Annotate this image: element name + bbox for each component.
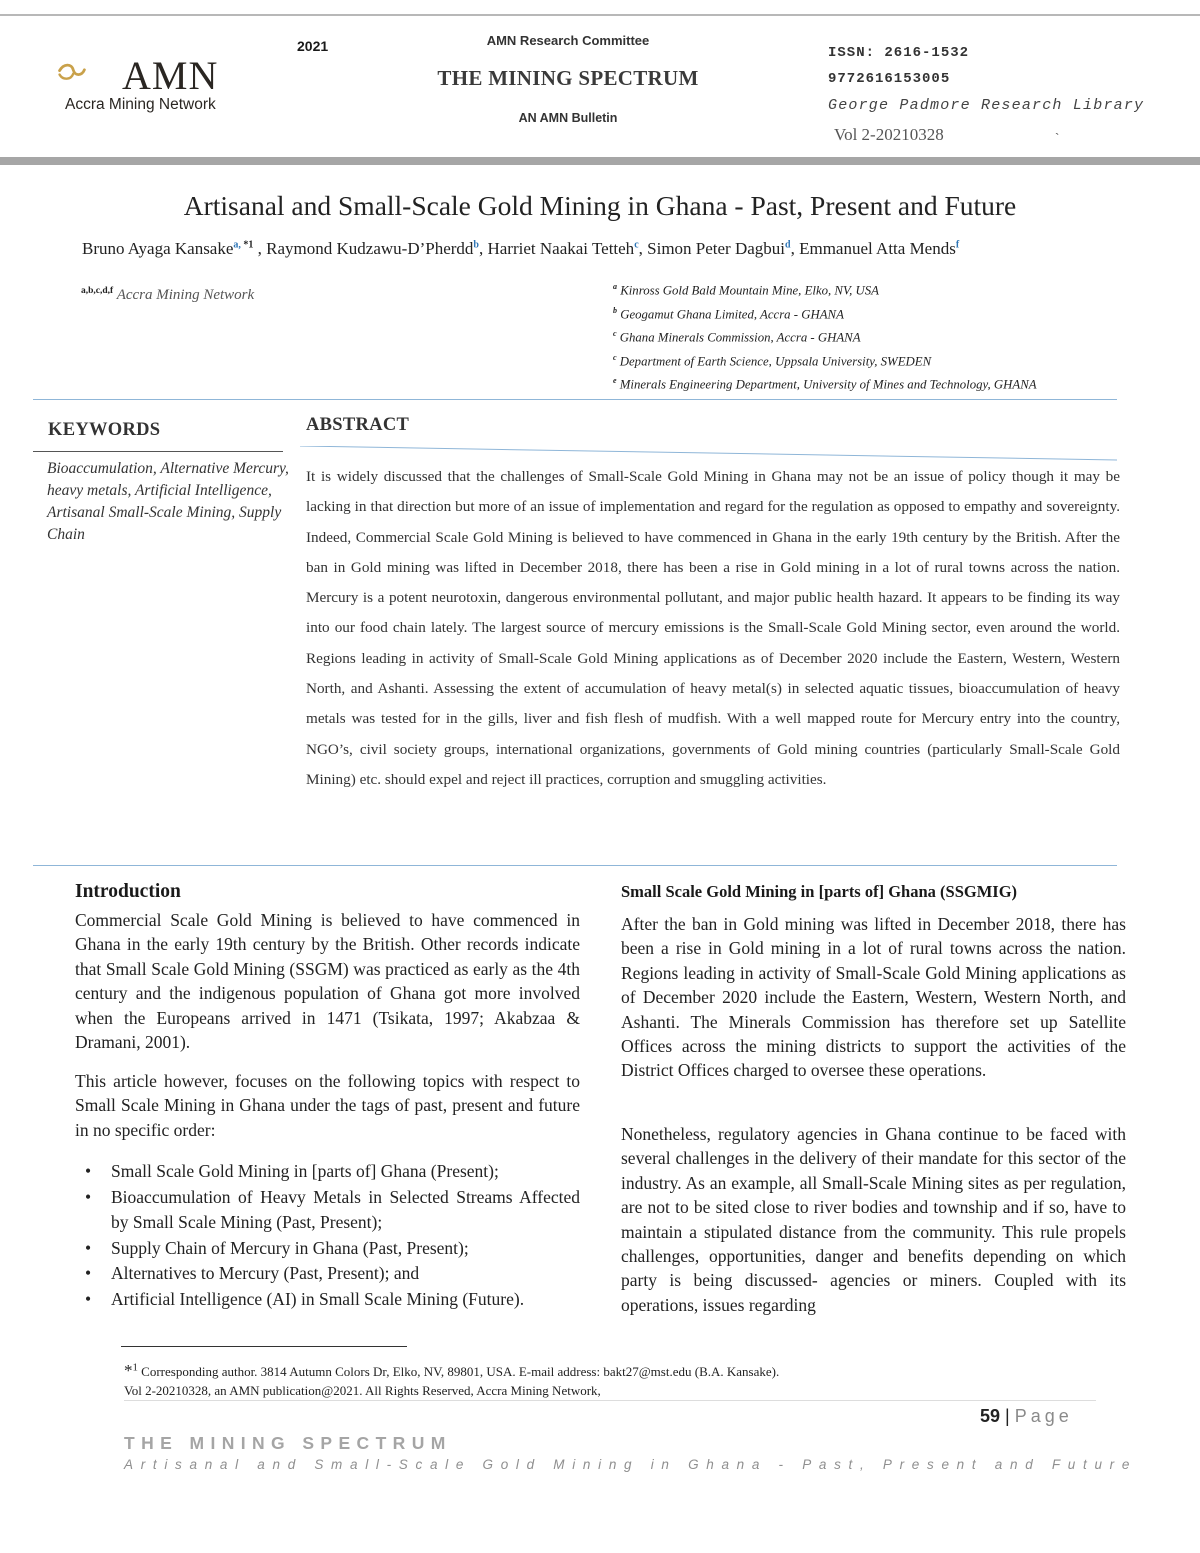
introduction-heading: Introduction: [75, 881, 181, 902]
author-name: Simon Peter Dagbui: [647, 239, 786, 258]
list-item: [75, 1185, 580, 1236]
logo-wordmark: AMN: [122, 53, 219, 98]
page-rule: [124, 1400, 1096, 1401]
footnote-rule: [121, 1346, 407, 1347]
affiliation-text: Ghana Minerals Commission, Accra - GHANA: [619, 330, 861, 345]
affiliation-sup: a: [613, 282, 617, 291]
issn: ISSN: 2616-1532: [828, 45, 970, 61]
author-sup: a,: [233, 239, 241, 251]
barcode-number: 9772616153005: [828, 71, 951, 87]
paragraph-text: This article however, focuses on the following topics with respect to Small Scale Mining in Ghana under the tags of past, present and future in no specific order:: [75, 1071, 580, 1140]
author-separator: ,: [638, 239, 648, 258]
bullet-icon: •: [85, 1161, 92, 1181]
author-sup: b: [473, 239, 479, 251]
logo-subtitle: Accra Mining Network: [65, 96, 216, 113]
affiliation-item: [613, 303, 1037, 327]
author-name: Emmanuel Atta Mends: [799, 239, 956, 258]
affiliation-list: [613, 279, 1037, 397]
section-paragraph: [621, 1122, 1126, 1317]
list-item-text: Alternatives to Mercury (Past, Present); and: [111, 1263, 420, 1283]
network-sup: a,b,c,d,f: [81, 286, 114, 296]
author-name: Harriet Naakai Tetteh: [487, 239, 635, 258]
abstract-heading: ABSTRACT: [306, 415, 410, 435]
author-list: [82, 239, 959, 259]
top-rule: [0, 14, 1200, 16]
section-divider: [33, 865, 1117, 866]
affiliation-text: Department of Earth Science, Uppsala University, SWEDEN: [619, 353, 932, 368]
issue-year: 2021: [297, 38, 329, 54]
author-sup-corresponding: *1: [240, 239, 254, 251]
committee-label: AMN Research Committee: [486, 33, 650, 48]
abstract-underline: [300, 446, 1117, 462]
affiliation-text: Kinross Gold Bald Mountain Mine, Elko, NV, USA: [620, 283, 879, 298]
affiliation-item: [613, 326, 1037, 350]
author-separator: ,: [253, 239, 267, 258]
abstract-text: It is widely discussed that the challenges of Small-Scale Gold Mining in Ghana may not be an issue of policy though it may be lacking in that direction but more of an issue of implementation and regard for the regulation as opposed to empathy and sovereignty. Indeed, Commercial Scale Gold Mining is believed to have commenced in Ghana in the early 19th century by the British. After the ban in Gold mining was lifted in December 2018, there has been a rise in Gold mining in a lot of rural towns across the nation. Mercury is a potent neurotoxin, dangerous environmental pollutant, and major public health hazard. It appears to be finding its way into our food chain lately. The largest source of mercury emissions is the Small-Scale Gold Mining sector, even around the world. Regions leading in activity of Small-Scale Gold Mining applications as of December 2020 include the Eastern, Western, Western North, and Ashanti. Assessing the extent of accumulation of heavy metal(s) in selected aquatic tissues, bioaccumulation of heavy metals was tested for in the gills, liver and fish flesh of mudfish. With a well mapped route for Mercury entry into the country, NGO’s, civil society groups, international organizations, governments of Gold mining countries (particularly Small-Scale Gold Mining) etc. should expel and reject ill practices, corruption and smuggling activities.: [306, 468, 1120, 788]
list-item: [75, 1159, 580, 1185]
author-name: Bruno Ayaga Kansake: [82, 239, 234, 258]
footnote-rights: Vol 2-20210328, an AMN publication@2021. All Rights Reserved, Accra Mining Network,: [124, 1383, 601, 1398]
bullet-icon: •: [85, 1237, 92, 1258]
volume-label: Vol 2-20210328: [834, 125, 944, 144]
page-number: 59: [980, 1406, 1001, 1426]
list-item: [75, 1261, 580, 1287]
author-name: Raymond Kudzawu-D’Pherdd: [266, 239, 474, 258]
keywords-heading: KEYWORDS: [48, 420, 161, 440]
affiliation-sup: c: [613, 329, 617, 338]
affiliation-item: [613, 373, 1037, 397]
affiliation-sup: e: [613, 376, 617, 385]
list-item-text: Supply Chain of Mercury in Ghana (Past, Present);: [111, 1237, 469, 1258]
author-separator: ,: [478, 239, 488, 258]
paragraph-text: Commercial Scale Gold Mining is believed to have commenced in Ghana in the early 19th century by the British. Other records indicate that Small Scale Gold Mining (SSGM) was practiced as early as the 4th century and the indigenous population of Ghana got more involved when the Europeans arrived in 1471 (Tsikata, 1997; Akabzaa & Dramani, 2001).: [75, 910, 580, 1053]
page-number-label: [980, 1406, 1073, 1427]
affiliation-sup: c: [613, 352, 617, 362]
footnote-text: Corresponding author. 3814 Autumn Colors Dr, Elko, NV, 89801, USA. E-mail address: bakt27@mst.edu (B.A. Kansake).: [141, 1364, 780, 1379]
section-divider: [33, 399, 1117, 400]
author-sup: c: [634, 239, 639, 251]
paragraph-text: Nonetheless, regulatory agencies in Ghana continue to be faced with several challenges in the delivery of their mandate for this sector of the industry. As an example, all Small-Scale Mining sites as per regulation, are not to be sited close to river bodies and township and if so, have to maintain a stipulated distance from the community. This rule propels challenges, opportunities, danger and benefits depending on which party is being discussed- agencies or miners. Coupled with its operations, issues regarding: [621, 1124, 1126, 1315]
introduction-paragraph: [75, 1069, 580, 1142]
affiliation-text: Minerals Engineering Department, University of Mines and Technology, GHANA: [619, 377, 1037, 392]
stray-mark: `: [1055, 130, 1060, 145]
list-item-text: Bioaccumulation of Heavy Metals in Selected Streams Affected by Small Scale Mining (Past, Present);: [111, 1186, 580, 1232]
bulletin-label: AN AMN Bulletin: [518, 111, 618, 125]
library-name: George Padmore Research Library: [828, 97, 1145, 114]
bullet-icon: •: [85, 1288, 92, 1309]
footer-article-title: Artisanal and Small-Scale Gold Mining in Ghana - Past, Present and Future: [124, 1457, 1138, 1472]
introduction-paragraph: [75, 908, 580, 1054]
section-paragraph: [621, 912, 1126, 1083]
article-title: Artisanal and Small-Scale Gold Mining in Ghana - Past, Present and Future: [183, 190, 1017, 221]
affiliation-text: Geogamut Ghana Limited, Accra - GHANA: [620, 306, 844, 321]
keywords-underline: [33, 451, 283, 452]
footnote-sup: 1: [132, 1361, 138, 1374]
network-name: Accra Mining Network: [116, 287, 255, 303]
affiliation-item: [613, 350, 1037, 374]
list-item-text: Small Scale Gold Mining in [parts of] Ghana (Present);: [111, 1161, 499, 1181]
list-item: [75, 1236, 580, 1262]
list-item: [75, 1287, 580, 1313]
page-word: Page: [1014, 1406, 1073, 1426]
list-item-text: Artificial Intelligence (AI) in Small Scale Mining (Future).: [111, 1288, 525, 1309]
paragraph-text: After the ban in Gold mining was lifted in December 2018, there has been a rise in Gold mining in a lot of rural towns across the nation. Regions leading in activity of Small-Scale Gold Mining applications as of December 2020 include the Eastern, Western, Western North, and Ashanti. The Minerals Commission has therefore set up Satellite Offices across the mining districts to support the activities of the District Offices charged to oversee these operations.: [621, 914, 1126, 1081]
footnote-corresponding: [124, 1361, 779, 1381]
bullet-icon: •: [85, 1186, 92, 1207]
affiliation-sup: b: [613, 305, 617, 315]
page-separator: |: [1005, 1406, 1010, 1426]
affiliation-item: [613, 279, 1037, 303]
author-separator: ,: [790, 239, 800, 258]
footer-journal-name: THE MINING SPECTRUM: [124, 1433, 452, 1453]
author-sup: d: [785, 239, 791, 251]
header-band: [0, 157, 1200, 165]
keywords-text: Bioaccumulation, Alternative Mercury, heavy metals, Artificial Intelligence, Artisanal Small-Scale Mining, Supply Chain: [47, 460, 289, 543]
journal-name: THE MINING SPECTRUM: [437, 66, 699, 90]
section-heading: Small Scale Gold Mining in [parts of] Ghana (SSGMIG): [621, 882, 1018, 901]
author-sup: f: [955, 239, 960, 251]
network-affiliation: [81, 286, 254, 304]
amn-logo-mark: [58, 55, 128, 95]
topic-list: [75, 1159, 580, 1312]
footnote-star: *: [124, 1361, 133, 1380]
bullet-icon: •: [85, 1263, 92, 1283]
